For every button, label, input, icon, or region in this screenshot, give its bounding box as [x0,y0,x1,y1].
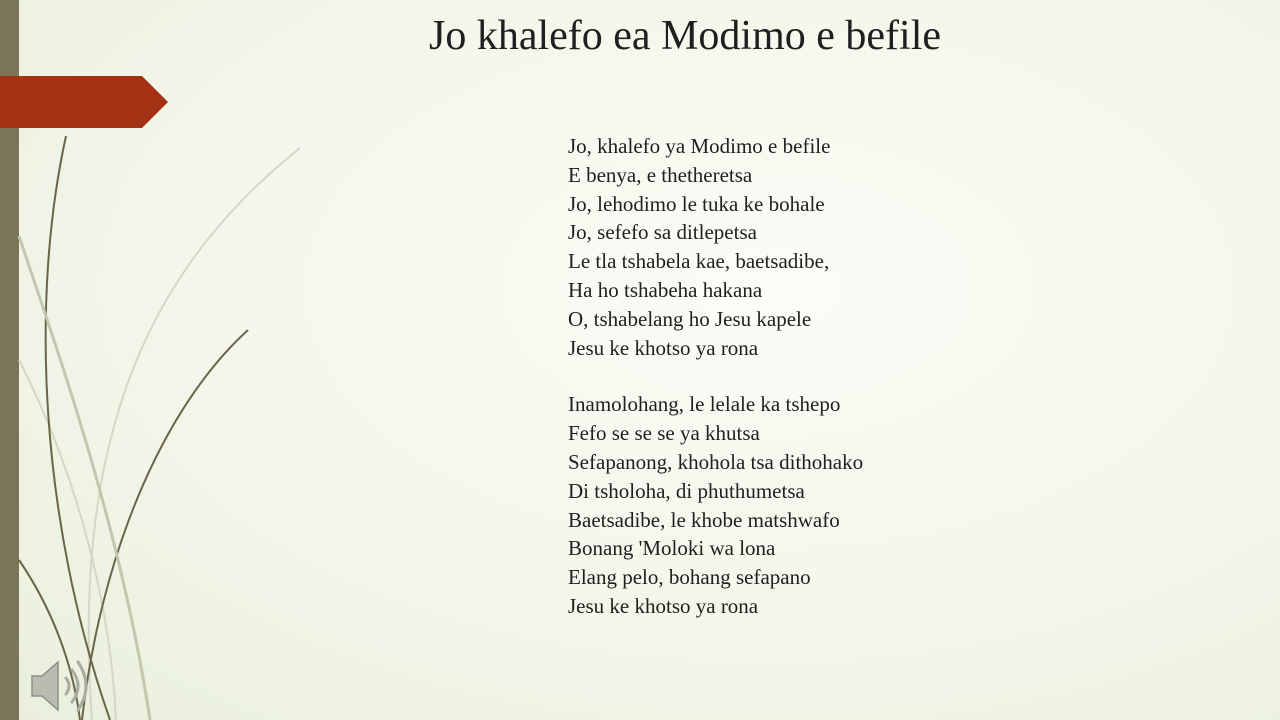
lyric-line: Baetsadibe, le khobe matshwafo [568,507,840,532]
lyric-line: Bonang 'Moloki wa lona [568,536,776,561]
lyric-line: Ha ho tshabeha hakana [568,277,763,302]
stanza-2 [568,390,1088,620]
stanza-1 [568,132,1088,362]
lyric-line: O, tshabelang ho Jesu kapele [568,306,812,331]
decor-curve-dark-2 [82,330,248,720]
lyric-line: Jo, khalefo ya Modimo e befile [568,134,831,158]
lyrics-body [568,132,1088,621]
lyric-line: Sefapanong, khohola tsa dithohako [568,449,864,474]
lyric-line: Fefo se se se ya khutsa [568,421,760,446]
lyric-line: E benya, e thetheretsa [568,162,753,187]
decor-curve-dark-1 [46,136,110,720]
lyric-line: Di tsholoha, di phuthumetsa [568,478,805,503]
lyric-line: Jesu ke khotso ya rona [568,335,759,360]
lyric-line: Jo, lehodimo le tuka ke bohale [568,191,825,216]
decor-curve-light-1 [89,148,300,720]
decor-curve-light-3 [19,236,150,720]
lyric-line: Jo, sefefo sa ditlepetsa [568,220,757,245]
lyric-line: Le tla tshabela kae, baetsadibe, [568,249,830,274]
lyric-line: Elang pelo, bohang sefapano [568,565,811,590]
lyric-line: Inamolohang, le lelale ka tshepo [568,392,841,417]
speaker-icon[interactable] [28,656,94,716]
arrow-banner [0,76,168,128]
lyric-line: Jesu ke khotso ya rona [568,593,759,618]
slide-title: Jo khalefo ea Modimo e befile [429,13,941,59]
